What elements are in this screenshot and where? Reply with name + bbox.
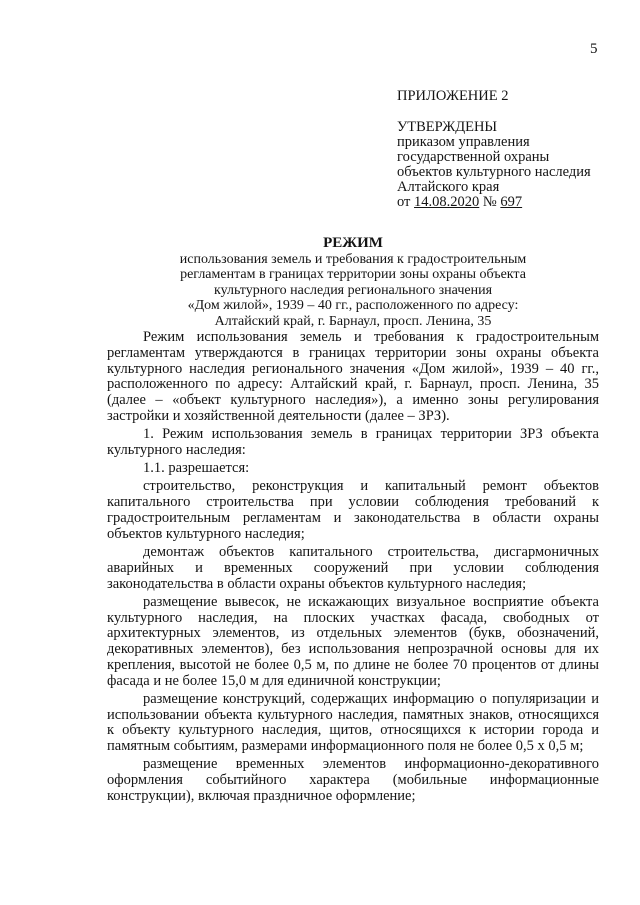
document-body <box>107 330 599 807</box>
heading-line: Алтайский край, г. Барнаул, просп. Ленина, 35 <box>214 313 492 329</box>
heading-line: культурного наследия регионального значения <box>213 282 493 298</box>
document-title: РЕЖИМ <box>323 235 383 251</box>
order-number: 697 <box>500 194 523 210</box>
heading-line: использования земель и требования к градостроительным <box>179 251 527 267</box>
approved-label: УТВЕРЖДЕНЫ <box>397 119 498 135</box>
approval-line: объектов культурного наследия <box>397 164 591 180</box>
approval-line: приказом управления <box>397 134 530 150</box>
approval-line: Алтайского края <box>397 179 500 195</box>
document-heading <box>110 236 596 329</box>
list-item: размещение вывесок, не искажающих визуальное восприятие объекта культурного наследия, на плоских участках фасада, свободных от архитектурных элементов, из отдельных элементов (букв, обозначений, декоративных элементов), без использования непрозрачной основы для их крепления, высотой не более 0,5 м, по длине не более 70 процентов от длины фасада и не более 15,0 м для единичной конструкции; <box>107 593 599 689</box>
list-item: строительство, реконструкция и капитальный ремонт объектов капитального строительства при условии соблюдения требований к градостроительным регламентам и законодательства в области охраны объектов культурного наследия; <box>107 478 599 542</box>
body-paragraph: Режим использования земель и требования к градостроительным регламентам утверждаются в границах территории зоны охраны объекта культурного наследия регионального значения «Дом жилой», 1939 – 40 гг., расположенного по адресу: Алтайский край, г. Барнаул, просп. Ленина, 35 (далее – «объект культурного наследия»), а именно зоны регулирования застройки и хозяйственной деятельности (далее – ЗРЗ). <box>107 329 599 424</box>
section-heading: 1. Режим использования земель в границах территории ЗРЗ объекта культурного наследия: <box>107 426 599 458</box>
appendix-label: ПРИЛОЖЕНИЕ 2 <box>397 88 509 104</box>
list-item: демонтаж объектов капитального строительства, дисгармоничных аварийных и временных сооружений при условии соблюдения законодательства в области охраны объектов культурного наследия; <box>107 543 599 592</box>
approval-line: государственной охраны <box>397 149 550 165</box>
list-item: размещение временных элементов информационно-декоративного оформления событийного характера (мобильные информационные конструкции), включая праздничное оформление; <box>107 756 599 805</box>
order-reference <box>397 195 591 210</box>
approval-block <box>397 89 591 210</box>
order-prefix: от <box>397 194 415 210</box>
order-sign: № <box>479 194 501 210</box>
heading-line: регламентам в границах территории зоны охраны объекта <box>180 267 526 282</box>
heading-line: «Дом жилой», 1939 – 40 гг., расположенного по адресу: <box>187 298 519 313</box>
page-number: 5 <box>590 41 598 57</box>
list-item: размещение конструкций, содержащих информацию о популяризации и использовании объекта культурного наследия, памятных знаков, относящихся к объекту культурного наследия, щитов, относящихся к истории города и памятным событиям, размерами информационного поля не более 0,5 х 0,5 м; <box>107 690 599 755</box>
order-date: 14.08.2020 <box>414 194 480 210</box>
subsection-heading: 1.1. разрешается: <box>143 460 250 477</box>
